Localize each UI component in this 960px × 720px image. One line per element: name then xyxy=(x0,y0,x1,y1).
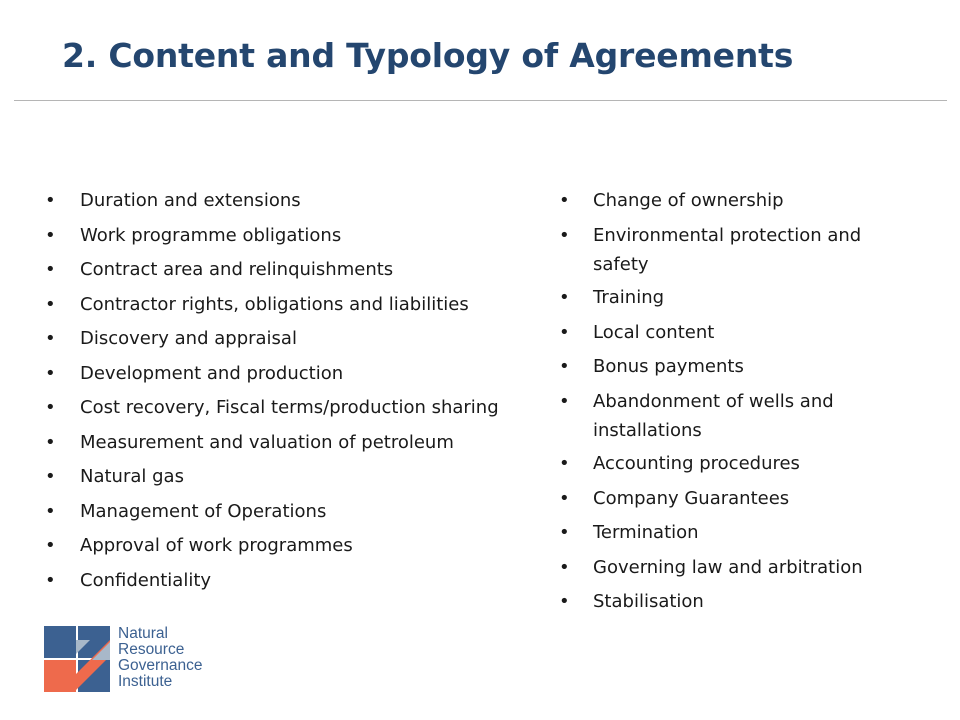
bullet-icon: • xyxy=(45,190,56,211)
bullet-text: Governing law and arbitration xyxy=(593,556,863,578)
logo-wordmark xyxy=(118,626,202,690)
bullet-text: Change of ownership xyxy=(593,190,784,211)
bullet-item xyxy=(559,283,889,313)
nrgi-logo xyxy=(44,626,244,696)
bullet-text: Environmental protection and safety xyxy=(593,224,862,275)
bullet-icon: • xyxy=(559,390,570,412)
bullet-icon: • xyxy=(45,293,56,315)
bullet-item xyxy=(559,518,889,548)
bullet-item xyxy=(45,497,545,527)
left-bullet-list xyxy=(45,186,545,600)
bullet-icon: • xyxy=(45,500,56,522)
bullet-text: Termination xyxy=(593,522,699,543)
bullet-item xyxy=(45,221,545,251)
bullet-item xyxy=(559,221,889,279)
bullet-text: Bonus payments xyxy=(593,356,744,377)
bullet-icon: • xyxy=(45,224,56,246)
bullet-text: Company Guarantees xyxy=(593,487,790,509)
bullet-icon: • xyxy=(559,591,570,612)
bullet-text: Contractor rights, obligations and liabilities xyxy=(80,293,469,315)
bullet-text: Local content xyxy=(593,321,715,343)
bullet-item xyxy=(45,290,545,320)
bullet-item xyxy=(559,387,889,445)
bullet-text: Training xyxy=(593,287,665,308)
bullet-text: Stabilisation xyxy=(593,591,704,612)
bullet-icon: • xyxy=(559,453,570,474)
slide-title: 2. Content and Typology of Agreements xyxy=(62,36,794,75)
bullet-icon: • xyxy=(559,224,570,246)
bullet-item xyxy=(45,255,545,285)
bullet-item xyxy=(45,186,545,216)
bullet-icon: • xyxy=(559,556,570,578)
bullet-text: Contract area and relinquishments xyxy=(80,259,394,280)
bullet-item xyxy=(559,352,889,382)
bullet-icon: • xyxy=(45,431,56,453)
bullet-text: Cost recovery, Fiscal terms/production sharing xyxy=(80,397,499,418)
bullet-item xyxy=(45,462,545,492)
nrgi-logo-icon xyxy=(44,626,110,692)
bullet-icon: • xyxy=(45,466,56,487)
bullet-text: Approval of work programmes xyxy=(80,535,353,556)
bullet-item xyxy=(45,393,545,423)
bullet-icon: • xyxy=(559,487,570,509)
bullet-text: Duration and extensions xyxy=(80,190,301,211)
bullet-item xyxy=(559,553,889,583)
bullet-item xyxy=(559,587,889,617)
right-bullet-list xyxy=(559,186,889,622)
bullet-text: Work programme obligations xyxy=(80,224,342,246)
title-divider xyxy=(14,100,947,101)
bullet-icon: • xyxy=(45,259,56,280)
bullet-text: Accounting procedures xyxy=(593,453,800,474)
bullet-text: Development and production xyxy=(80,362,344,384)
bullet-icon: • xyxy=(45,535,56,556)
bullet-text: Management of Operations xyxy=(80,500,327,522)
bullet-icon: • xyxy=(45,397,56,418)
bullet-icon: • xyxy=(45,362,56,384)
logo-text-line: Governance xyxy=(118,657,203,674)
bullet-text: Measurement and valuation of petroleum xyxy=(80,431,454,453)
bullet-text: Discovery and appraisal xyxy=(80,328,297,349)
bullet-item xyxy=(559,449,889,479)
bullet-icon: • xyxy=(559,287,570,308)
bullet-icon: • xyxy=(559,522,570,543)
bullet-icon: • xyxy=(45,569,56,591)
logo-text-line: Institute xyxy=(118,673,173,690)
bullet-text: Natural gas xyxy=(80,466,184,487)
bullet-item xyxy=(45,428,545,458)
bullet-text: Abandonment of wells and installations xyxy=(593,390,834,441)
bullet-item xyxy=(559,484,889,514)
bullet-item xyxy=(559,186,889,216)
bullet-item xyxy=(45,359,545,389)
bullet-icon: • xyxy=(559,190,570,211)
bullet-item xyxy=(45,531,545,561)
bullet-item xyxy=(559,318,889,348)
logo-text-line: Natural xyxy=(118,625,168,642)
bullet-item xyxy=(45,566,545,596)
bullet-item xyxy=(45,324,545,354)
bullet-text: Confidentiality xyxy=(80,569,212,591)
logo-text-line: Resource xyxy=(118,641,185,658)
bullet-icon: • xyxy=(559,356,570,377)
bullet-icon: • xyxy=(559,321,570,343)
bullet-icon: • xyxy=(45,328,56,349)
